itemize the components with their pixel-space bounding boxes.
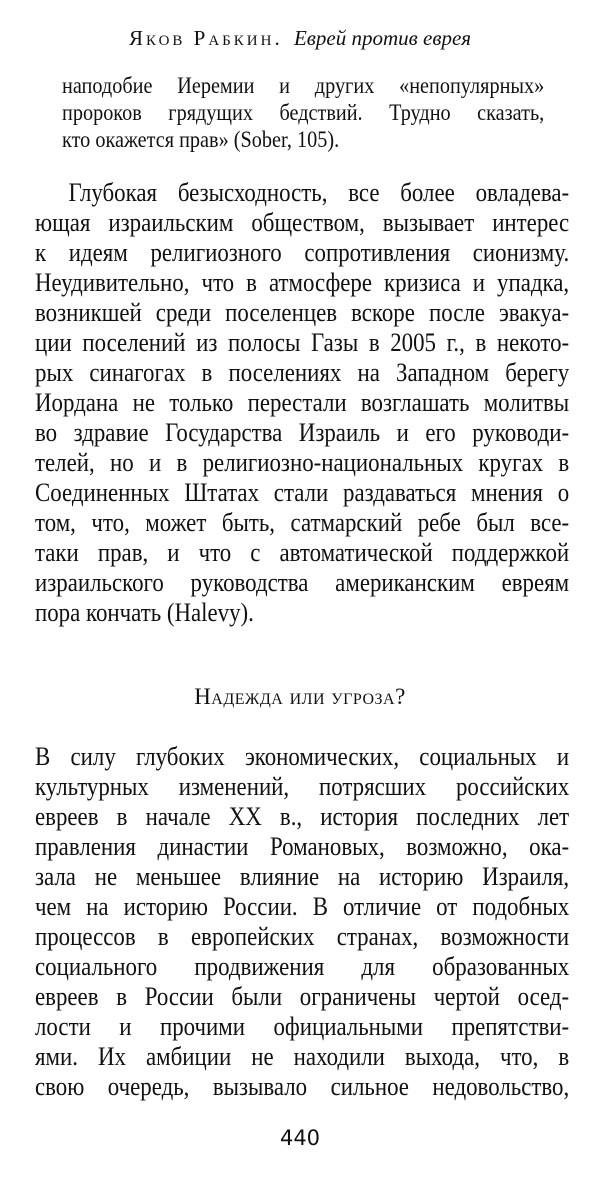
- text-line: наподобие Иеремии и других «непопулярных»: [62, 73, 545, 98]
- text-line: кто окажется прав» (Sober, 105).: [62, 127, 340, 152]
- text-line: чем на историю России. В отличие от подобных: [35, 892, 570, 921]
- text-line: пророков грядущих бедствий. Трудно сказать,: [62, 100, 545, 125]
- paragraph-2: [35, 742, 569, 1102]
- text-line: к идеям религиозного сопротивления сионизму.: [35, 238, 570, 267]
- text-line: социального продвижения для образованных: [35, 952, 570, 981]
- text-line: Глубокая безысходность, все более овладева-: [68, 178, 570, 207]
- header-book-title: Еврей против еврея: [293, 26, 472, 50]
- text-line: лости и прочими официальными препятстви-: [35, 1012, 570, 1041]
- text-line: израильского руководства американским евреям: [35, 568, 570, 597]
- text-line: ющая израильским обществом, вызывает интерес: [35, 208, 570, 237]
- text-line: ции поселений из полосы Газы в 2005 г., в некото-: [35, 328, 570, 357]
- text-line: В силу глубоких экономических, социальных и: [35, 742, 570, 771]
- text-line: рых синагогах в поселениях на Западном берегу: [35, 358, 570, 387]
- text-line: возникшей среди поселенцев вскоре после эвакуа-: [35, 298, 570, 327]
- text-line: Соединенных Штатах стали раздаваться мнения о: [35, 478, 570, 507]
- text-line: Неудивительно, что в атмосфере кризиса и упадка,: [35, 268, 570, 297]
- text-line: свою очередь, вызывало сильное недовольство,: [35, 1072, 570, 1101]
- text-line: пора кончать (Halevy).: [35, 598, 254, 627]
- text-line: правления династии Романовых, возможно, ока-: [35, 832, 570, 861]
- page-number: 440: [279, 1126, 321, 1150]
- text-line: во здравие Государства Израиль и его руководи-: [35, 418, 570, 447]
- text-line: зала не меньшее влияние на историю Израиля,: [35, 862, 570, 891]
- text-line: процессов в европейских странах, возможности: [35, 922, 570, 951]
- text-line: евреев в России были ограничены чертой осед-: [35, 982, 570, 1011]
- text-line: культурных изменений, потрясших российских: [35, 772, 570, 801]
- text-line: том, что, может быть, сатмарский ребе был все-: [35, 508, 570, 537]
- quote-block: [62, 72, 544, 153]
- running-header: [0, 26, 600, 51]
- paragraph-1: [35, 178, 569, 628]
- header-author: Яков Рабкин.: [128, 26, 283, 50]
- section-heading: Надежда или угроза?: [194, 684, 406, 709]
- text-line: Иордана не только перестали возглашать молитвы: [35, 388, 570, 417]
- text-line: таки прав, и что с автоматической поддержкой: [35, 538, 570, 567]
- text-line: ями. Их амбиции не находили выхода, что, в: [35, 1042, 570, 1071]
- text-line: телей, но и в религиозно-национальных кругах в: [35, 448, 570, 477]
- text-line: евреев в начале XX в., история последних лет: [35, 802, 570, 831]
